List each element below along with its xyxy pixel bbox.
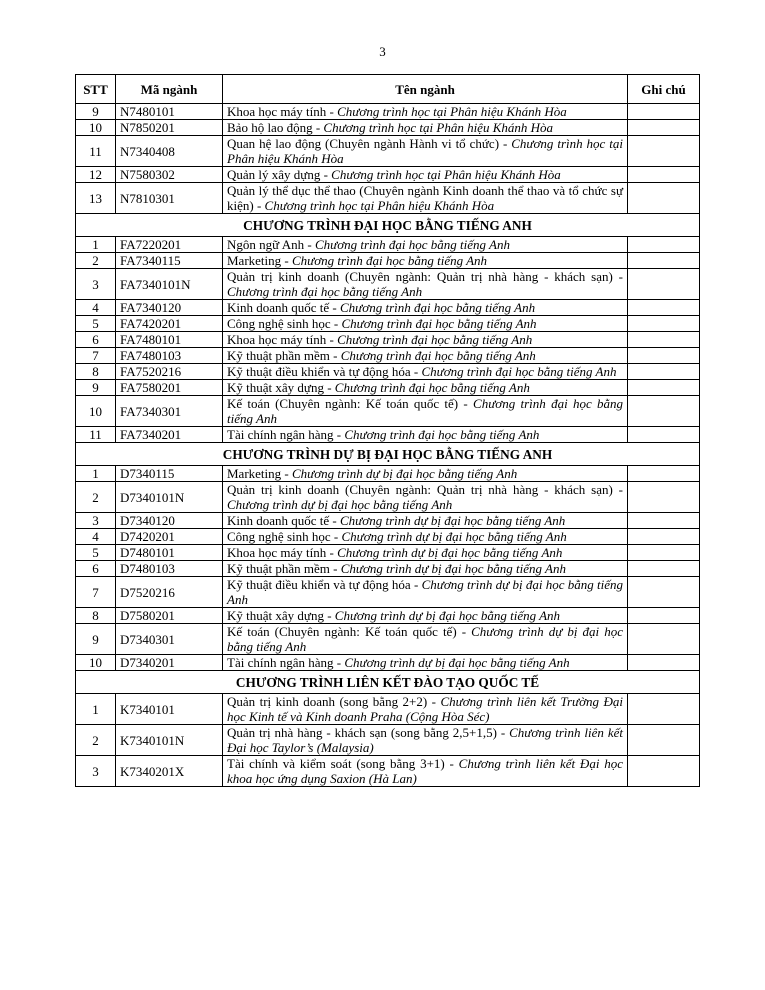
program-type-text: Chương trình đại học bằng tiếng Anh: [344, 427, 540, 442]
cell-program-code: FA7340101N: [116, 269, 223, 300]
cell-program-name: [223, 269, 628, 300]
cell-program-name: [223, 756, 628, 787]
header-stt: STT: [76, 75, 116, 104]
cell-note: [628, 348, 700, 364]
cell-program-name: [223, 466, 628, 482]
header-code: Mã ngành: [116, 75, 223, 104]
program-type-text: Chương trình dự bị đại học bằng tiếng Anh: [227, 577, 623, 607]
table-row: [76, 655, 700, 671]
program-type-text: Chương trình dự bị đại học bằng tiếng Anh: [227, 497, 453, 512]
program-type-text: Chương trình đại học bằng tiếng Anh: [341, 316, 537, 331]
program-name-text: Khoa học máy tính -: [227, 104, 338, 119]
cell-program-name: [223, 183, 628, 214]
cell-program-name: [223, 655, 628, 671]
cell-stt: 11: [76, 136, 116, 167]
cell-program-code: FA7340201: [116, 427, 223, 443]
cell-note: [628, 529, 700, 545]
program-type-text: Chương trình dự bị đại học bằng tiếng Anh: [341, 529, 567, 544]
cell-stt: 10: [76, 396, 116, 427]
program-type-text: Chương trình đại học bằng tiếng Anh: [227, 396, 623, 426]
cell-program-name: [223, 364, 628, 380]
cell-program-code: FA7520216: [116, 364, 223, 380]
cell-note: [628, 300, 700, 316]
table-row: [76, 237, 700, 253]
cell-stt: 1: [76, 466, 116, 482]
cell-program-name: [223, 694, 628, 725]
program-type-text: Chương trình dự bị đại học bằng tiếng Anh: [340, 561, 566, 576]
cell-stt: 12: [76, 167, 116, 183]
cell-program-name: [223, 380, 628, 396]
program-name-text: Ngôn ngữ Anh -: [227, 237, 315, 252]
table-row: [76, 348, 700, 364]
cell-note: [628, 513, 700, 529]
page-number: 3: [379, 44, 386, 59]
cell-note: [628, 136, 700, 167]
program-name-text: Bảo hộ lao động -: [227, 120, 324, 135]
cell-program-name: [223, 237, 628, 253]
table-row: [76, 466, 700, 482]
program-name-text: Marketing -: [227, 253, 292, 268]
cell-program-code: D7340120: [116, 513, 223, 529]
cell-program-name: [223, 300, 628, 316]
program-name-text: Kinh doanh quốc tế -: [227, 513, 341, 528]
table-row: [76, 364, 700, 380]
program-name-text: Kỹ thuật điều khiển và tự động hóa -: [227, 364, 422, 379]
program-type-text: Chương trình đại học bằng tiếng Anh: [314, 237, 511, 252]
program-name-text: Khoa học máy tính -: [227, 332, 338, 347]
cell-program-code: FA7340115: [116, 253, 223, 269]
table-row: [76, 332, 700, 348]
program-type-text: Chương trình đại học bằng tiếng Anh: [337, 332, 533, 347]
cell-program-name: [223, 120, 628, 136]
program-name-text: Kế toán (Chuyên ngành: Kế toán quốc tế) -: [227, 624, 472, 639]
table-row: [76, 253, 700, 269]
cell-note: [628, 545, 700, 561]
program-name-text: Tài chính ngân hàng -: [227, 427, 345, 442]
cell-note: [628, 577, 700, 608]
cell-note: [628, 482, 700, 513]
table-row: [76, 396, 700, 427]
table-row: [76, 529, 700, 545]
cell-program-name: [223, 104, 628, 120]
cell-stt: 3: [76, 269, 116, 300]
cell-program-code: N7810301: [116, 183, 223, 214]
table-row: [76, 725, 700, 756]
program-name-text: Tài chính ngân hàng -: [227, 655, 345, 670]
program-type-text: Chương trình học tại Phân hiệu Khánh Hòa: [323, 120, 554, 135]
cell-program-code: K7340201X: [116, 756, 223, 787]
cell-program-name: [223, 136, 628, 167]
program-name-text: Quản trị kinh doanh (song bằng 2+2) -: [227, 694, 441, 709]
program-type-text: Chương trình đại học bằng tiếng Anh: [334, 380, 530, 395]
cell-note: [628, 253, 700, 269]
cell-program-name: [223, 316, 628, 332]
cell-note: [628, 396, 700, 427]
section-title: CHƯƠNG TRÌNH ĐẠI HỌC BẰNG TIẾNG ANH: [76, 214, 700, 237]
cell-program-code: D7580201: [116, 608, 223, 624]
program-type-text: Chương trình liên kết Đại học khoa học ứng dụng Saxion (Hà Lan): [227, 756, 623, 786]
section-header-row: [76, 443, 700, 466]
cell-stt: 2: [76, 482, 116, 513]
cell-program-name: [223, 427, 628, 443]
cell-program-code: D7340115: [116, 466, 223, 482]
cell-program-code: D7480103: [116, 561, 223, 577]
cell-program-code: D7340201: [116, 655, 223, 671]
cell-stt: 4: [76, 300, 116, 316]
program-name-text: Kỹ thuật xây dựng -: [227, 608, 335, 623]
cell-program-code: D7420201: [116, 529, 223, 545]
cell-program-name: [223, 561, 628, 577]
cell-stt: 6: [76, 332, 116, 348]
cell-program-name: [223, 529, 628, 545]
cell-note: [628, 237, 700, 253]
cell-program-code: FA7340120: [116, 300, 223, 316]
table-body: [76, 104, 700, 787]
section-title: CHƯƠNG TRÌNH DỰ BỊ ĐẠI HỌC BẰNG TIẾNG ANH: [76, 443, 700, 466]
cell-stt: 9: [76, 380, 116, 396]
cell-program-name: [223, 482, 628, 513]
cell-stt: 13: [76, 183, 116, 214]
cell-stt: 7: [76, 577, 116, 608]
program-name-text: Khoa học máy tính -: [227, 545, 338, 560]
cell-note: [628, 183, 700, 214]
table-row: [76, 756, 700, 787]
cell-note: [628, 380, 700, 396]
program-name-text: Kỹ thuật phần mềm -: [227, 348, 341, 363]
cell-program-code: N7480101: [116, 104, 223, 120]
table-row: [76, 120, 700, 136]
cell-stt: 3: [76, 513, 116, 529]
program-name-text: Quản lý xây dựng -: [227, 167, 332, 182]
cell-note: [628, 694, 700, 725]
table-row: [76, 513, 700, 529]
cell-stt: 11: [76, 427, 116, 443]
cell-program-code: FA7580201: [116, 380, 223, 396]
table-row: [76, 577, 700, 608]
header-name: Tên ngành: [223, 75, 628, 104]
cell-program-name: [223, 348, 628, 364]
program-name-text: Quản trị kinh doanh (Chuyên ngành: Quản trị nhà hàng - khách sạn) -: [227, 482, 623, 497]
table-row: [76, 545, 700, 561]
cell-program-code: D7520216: [116, 577, 223, 608]
program-type-text: Chương trình đại học bằng tiếng Anh: [291, 253, 488, 268]
cell-stt: 5: [76, 316, 116, 332]
program-type-text: Chương trình liên kết Trường Đại học Kinh tế và Kinh doanh Praha (Cộng Hòa Séc): [227, 694, 623, 724]
cell-stt: 5: [76, 545, 116, 561]
cell-program-code: FA7220201: [116, 237, 223, 253]
table-row: [76, 380, 700, 396]
program-name-text: Quản trị nhà hàng - khách sạn (song bằng 2,5+1,5) -: [227, 725, 510, 740]
cell-program-name: [223, 577, 628, 608]
cell-program-name: [223, 725, 628, 756]
cell-stt: 2: [76, 725, 116, 756]
program-type-text: Chương trình đại học bằng tiếng Anh: [340, 348, 536, 363]
table-row: [76, 300, 700, 316]
cell-stt: 1: [76, 694, 116, 725]
cell-program-code: N7850201: [116, 120, 223, 136]
cell-note: [628, 120, 700, 136]
table-row: [76, 316, 700, 332]
cell-stt: 2: [76, 253, 116, 269]
program-name-text: Tài chính và kiểm soát (song bằng 3+1) -: [227, 756, 459, 771]
programs-table: [75, 74, 700, 787]
program-type-text: Chương trình đại học bằng tiếng Anh: [340, 300, 536, 315]
cell-program-name: [223, 396, 628, 427]
cell-program-name: [223, 332, 628, 348]
cell-stt: 4: [76, 529, 116, 545]
cell-program-code: D7340301: [116, 624, 223, 655]
cell-stt: 8: [76, 608, 116, 624]
cell-program-code: FA7480103: [116, 348, 223, 364]
program-name-text: Kinh doanh quốc tế -: [227, 300, 341, 315]
program-name-text: Kỹ thuật điều khiển và tự động hóa -: [227, 577, 422, 592]
table-row: [76, 269, 700, 300]
cell-program-code: FA7420201: [116, 316, 223, 332]
cell-stt: 8: [76, 364, 116, 380]
cell-program-code: D7480101: [116, 545, 223, 561]
cell-program-code: D7340101N: [116, 482, 223, 513]
cell-note: [628, 466, 700, 482]
section-header-row: [76, 214, 700, 237]
cell-stt: 3: [76, 756, 116, 787]
table-row: [76, 608, 700, 624]
cell-program-code: N7340408: [116, 136, 223, 167]
cell-program-code: FA7340301: [116, 396, 223, 427]
section-title: CHƯƠNG TRÌNH LIÊN KẾT ĐÀO TẠO QUỐC TẾ: [76, 671, 700, 694]
program-name-text: Quản trị kinh doanh (Chuyên ngành: Quản trị nhà hàng - khách sạn) -: [227, 269, 623, 284]
cell-note: [628, 561, 700, 577]
cell-program-name: [223, 167, 628, 183]
cell-stt: 10: [76, 655, 116, 671]
cell-program-name: [223, 624, 628, 655]
program-type-text: Chương trình dự bị đại học bằng tiếng Anh: [227, 624, 623, 654]
cell-program-code: K7340101N: [116, 725, 223, 756]
table-row: [76, 136, 700, 167]
cell-note: [628, 725, 700, 756]
program-name-text: Kỹ thuật xây dựng -: [227, 380, 335, 395]
cell-stt: 7: [76, 348, 116, 364]
program-type-text: Chương trình học tại Phân hiệu Khánh Hòa: [227, 136, 623, 166]
table-row: [76, 183, 700, 214]
cell-note: [628, 104, 700, 120]
cell-program-name: [223, 545, 628, 561]
program-name-text: Quan hệ lao động (Chuyên ngành Hành vi tổ chức) -: [227, 136, 512, 151]
program-type-text: Chương trình dự bị đại học bằng tiếng Anh: [340, 513, 566, 528]
cell-program-code: FA7480101: [116, 332, 223, 348]
cell-program-name: [223, 608, 628, 624]
cell-note: [628, 427, 700, 443]
cell-note: [628, 332, 700, 348]
table-row: [76, 167, 700, 183]
table-row: [76, 427, 700, 443]
table-row: [76, 482, 700, 513]
program-type-text: Chương trình đại học bằng tiếng Anh: [421, 364, 617, 379]
table-row: [76, 561, 700, 577]
table-header-row: [76, 75, 700, 104]
program-name-text: Kế toán (Chuyên ngành: Kế toán quốc tế) -: [227, 396, 474, 411]
cell-stt: 6: [76, 561, 116, 577]
cell-stt: 9: [76, 624, 116, 655]
program-type-text: Chương trình liên kết Đại học Taylor’s (Malaysia): [227, 725, 623, 755]
table-row: [76, 624, 700, 655]
cell-stt: 9: [76, 104, 116, 120]
cell-stt: 1: [76, 237, 116, 253]
cell-note: [628, 316, 700, 332]
program-type-text: Chương trình đại học bằng tiếng Anh: [227, 284, 423, 299]
table-row: [76, 104, 700, 120]
cell-program-code: N7580302: [116, 167, 223, 183]
program-name-text: Marketing -: [227, 466, 292, 481]
cell-note: [628, 624, 700, 655]
cell-note: [628, 364, 700, 380]
cell-note: [628, 655, 700, 671]
program-type-text: Chương trình học tại Phân hiệu Khánh Hòa: [264, 198, 495, 213]
header-note: Ghi chú: [628, 75, 700, 104]
cell-note: [628, 756, 700, 787]
program-name-text: Công nghệ sinh học -: [227, 316, 342, 331]
program-name-text: Quản lý thể dục thể thao (Chuyên ngành Kinh doanh thể thao và tổ chức sự kiện) -: [227, 183, 623, 213]
program-type-text: Chương trình dự bị đại học bằng tiếng Anh: [291, 466, 518, 481]
program-type-text: Chương trình học tại Phân hiệu Khánh Hòa: [331, 167, 561, 182]
section-header-row: [76, 671, 700, 694]
program-name-text: Công nghệ sinh học -: [227, 529, 342, 544]
cell-program-name: [223, 253, 628, 269]
program-type-text: Chương trình dự bị đại học bằng tiếng Anh: [344, 655, 570, 670]
cell-note: [628, 608, 700, 624]
program-type-text: Chương trình dự bị đại học bằng tiếng Anh: [337, 545, 563, 560]
cell-note: [628, 167, 700, 183]
cell-note: [628, 269, 700, 300]
cell-program-name: [223, 513, 628, 529]
program-name-text: Kỹ thuật phần mềm -: [227, 561, 341, 576]
program-type-text: Chương trình học tại Phân hiệu Khánh Hòa: [337, 104, 567, 119]
cell-stt: 10: [76, 120, 116, 136]
cell-program-code: K7340101: [116, 694, 223, 725]
table-row: [76, 694, 700, 725]
program-type-text: Chương trình dự bị đại học bằng tiếng Anh: [334, 608, 561, 623]
